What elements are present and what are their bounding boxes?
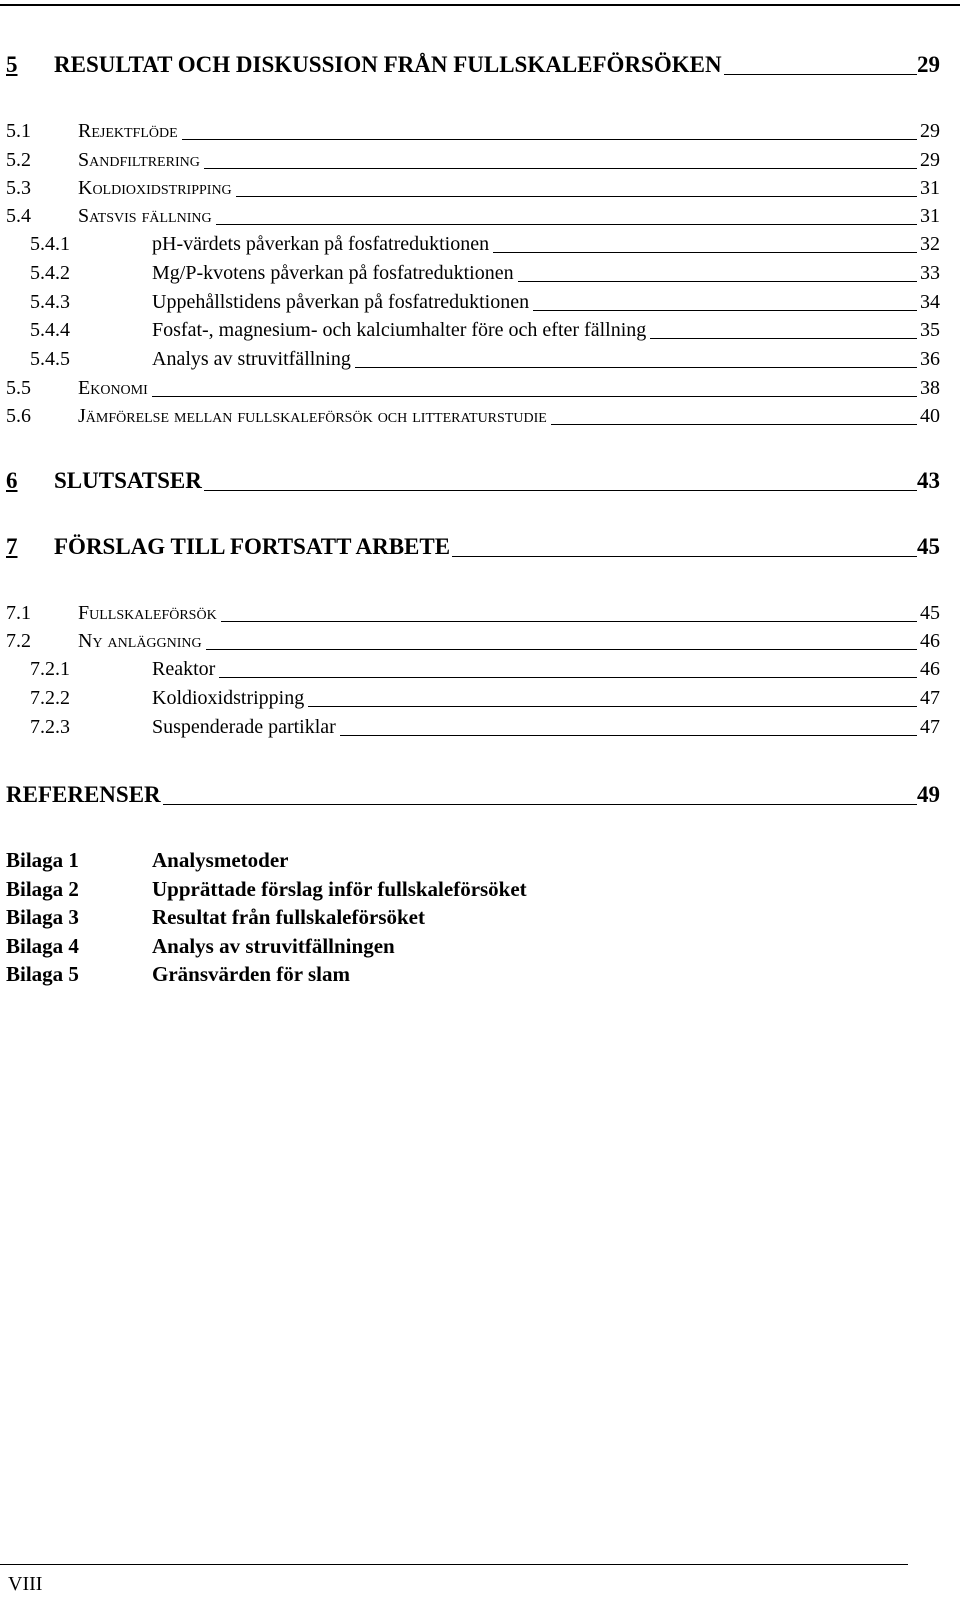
annex-title: Analys av struvitfällningen — [152, 934, 395, 958]
toc-page-number: 47 — [920, 687, 940, 709]
toc-leader — [163, 804, 917, 805]
toc-leader — [152, 396, 917, 397]
toc-entry-7[interactable] — [6, 534, 940, 560]
toc-page-number: 31 — [920, 205, 940, 227]
toc-entry-5-4-1[interactable] — [30, 233, 940, 256]
toc-leader — [204, 490, 917, 491]
toc-page-number: 45 — [917, 534, 940, 559]
toc-entry-6[interactable] — [6, 468, 940, 494]
toc-title: Satsvis fällning — [78, 205, 212, 227]
toc-entry-7-1[interactable] — [6, 602, 940, 625]
toc-title: Ekonomi — [78, 377, 148, 399]
annex-entry[interactable] — [6, 962, 350, 987]
toc-entry-7-2[interactable] — [6, 630, 940, 653]
annex-label: Bilaga 4 — [6, 934, 79, 958]
toc-leader — [493, 252, 917, 253]
toc-page-number: 29 — [920, 149, 940, 171]
toc-entry-5-3[interactable] — [6, 177, 940, 200]
toc-page-number: 32 — [920, 233, 940, 255]
toc-leader — [182, 139, 917, 140]
toc-leader — [452, 556, 917, 557]
annex-label: Bilaga 5 — [6, 962, 79, 986]
toc-page-number: 46 — [920, 630, 940, 652]
toc-title: Reaktor — [152, 658, 216, 680]
toc-title: Rejektflöde — [78, 120, 178, 142]
toc-number: 5.1 — [6, 120, 31, 142]
toc-number: 7.2.2 — [30, 687, 70, 709]
toc-page-number: 33 — [920, 262, 940, 284]
toc-entry-5-5[interactable] — [6, 377, 940, 400]
toc-entry-5-2[interactable] — [6, 149, 940, 172]
toc-leader — [308, 706, 917, 707]
toc-title: Analys av struvitfällning — [152, 348, 351, 370]
toc-entry-7-2-2[interactable] — [30, 687, 940, 710]
toc-entry-5-1[interactable] — [6, 120, 940, 143]
toc-title: Koldioxidstripping — [78, 177, 232, 199]
toc-page-number: 29 — [920, 120, 940, 142]
toc-entry-5-4-4[interactable] — [30, 319, 940, 342]
annex-entry[interactable] — [6, 934, 395, 959]
annex-title: Upprättade förslag inför fullskaleförsöket — [152, 877, 527, 901]
toc-number: 7.1 — [6, 602, 31, 624]
toc-leader — [206, 649, 917, 650]
toc-entry-5-4-3[interactable] — [30, 291, 940, 314]
toc-number: 7.2 — [6, 630, 31, 652]
toc-title: Ny anläggning — [78, 630, 202, 652]
toc-title: FÖRSLAG TILL FORTSATT ARBETE — [54, 534, 451, 559]
annex-label: Bilaga 1 — [6, 848, 79, 872]
toc-title: Koldioxidstripping — [152, 687, 305, 709]
toc-page-number: 38 — [920, 377, 940, 399]
toc-number: 5.4.3 — [30, 291, 70, 313]
toc-entry-referenser[interactable] — [6, 782, 940, 808]
annex-label: Bilaga 2 — [6, 877, 79, 901]
toc-title: SLUTSATSER — [54, 468, 202, 493]
toc-page-number: 49 — [917, 782, 940, 807]
toc-number: 5.4.5 — [30, 348, 70, 370]
annex-entry[interactable] — [6, 877, 527, 902]
toc-number: 5.4 — [6, 205, 31, 227]
toc-leader — [724, 74, 917, 75]
toc-page-number: 36 — [920, 348, 940, 370]
toc-number: 7.2.1 — [30, 658, 70, 680]
annex-title: Analysmetoder — [152, 848, 289, 872]
annex-entry[interactable] — [6, 905, 425, 930]
toc-entry-7-2-3[interactable] — [30, 716, 940, 739]
toc-title: pH-värdets påverkan på fosfatreduktionen — [152, 233, 490, 255]
toc-entry-5-4-5[interactable] — [30, 348, 940, 371]
toc-leader — [518, 281, 917, 282]
toc-number: 7 — [6, 534, 18, 559]
annex-title: Resultat från fullskaleförsöket — [152, 905, 425, 929]
annex-title: Gränsvärden för slam — [152, 962, 350, 986]
toc-page-number: 46 — [920, 658, 940, 680]
toc-page-number: 35 — [920, 319, 940, 341]
annex-entry[interactable] — [6, 848, 288, 873]
toc-leader — [355, 367, 917, 368]
toc-entry-5-6[interactable] — [6, 405, 940, 428]
toc-title: REFERENSER — [6, 782, 161, 807]
toc-entry-7-2-1[interactable] — [30, 658, 940, 681]
toc-leader — [340, 735, 917, 736]
top-rule — [0, 4, 960, 6]
toc-entry-5[interactable] — [6, 52, 940, 78]
toc-number: 6 — [6, 468, 18, 493]
toc-title: Mg/P-kvotens påverkan på fosfatreduktionen — [152, 262, 514, 284]
toc-leader — [533, 310, 917, 311]
toc-title: RESULTAT OCH DISKUSSION FRÅN FULLSKALEFÖRSÖKEN — [54, 52, 722, 77]
toc-number: 7.2.3 — [30, 716, 70, 738]
toc-leader — [216, 224, 917, 225]
toc-number: 5.5 — [6, 377, 31, 399]
toc-page-number: 31 — [920, 177, 940, 199]
footer-rule — [0, 1564, 908, 1565]
toc-entry-5-4-2[interactable] — [30, 262, 940, 285]
toc-leader — [219, 677, 917, 678]
toc-number: 5.4.4 — [30, 319, 70, 341]
toc-page-number: 45 — [920, 602, 940, 624]
toc-page-number: 40 — [920, 405, 940, 427]
toc-number: 5.4.2 — [30, 262, 70, 284]
toc-number: 5.3 — [6, 177, 31, 199]
toc-title: Sandfiltrering — [78, 149, 200, 171]
toc-page-number: 47 — [920, 716, 940, 738]
toc-title: Jämförelse mellan fullskaleförsök och litteraturstudie — [78, 405, 547, 427]
toc-entry-5-4[interactable] — [6, 205, 940, 228]
page-number-footer: VIII — [8, 1573, 43, 1595]
toc-number: 5.4.1 — [30, 233, 70, 255]
toc-leader — [551, 424, 917, 425]
toc-leader — [221, 621, 917, 622]
toc-leader — [650, 338, 917, 339]
toc-number: 5.6 — [6, 405, 31, 427]
toc-leader — [204, 168, 917, 169]
toc-title: Uppehållstidens påverkan på fosfatreduktionen — [152, 291, 530, 313]
annex-label: Bilaga 3 — [6, 905, 79, 929]
toc-page-number: 34 — [920, 291, 940, 313]
toc-title: Fosfat-, magnesium- och kalciumhalter före och efter fällning — [152, 319, 647, 341]
toc-number: 5.2 — [6, 149, 31, 171]
toc-page-number: 29 — [917, 52, 940, 77]
toc-title: Fullskaleförsök — [78, 602, 217, 624]
toc-page-number: 43 — [917, 468, 940, 493]
toc-leader — [236, 196, 917, 197]
toc-number: 5 — [6, 52, 18, 77]
toc-title: Suspenderade partiklar — [152, 716, 336, 738]
